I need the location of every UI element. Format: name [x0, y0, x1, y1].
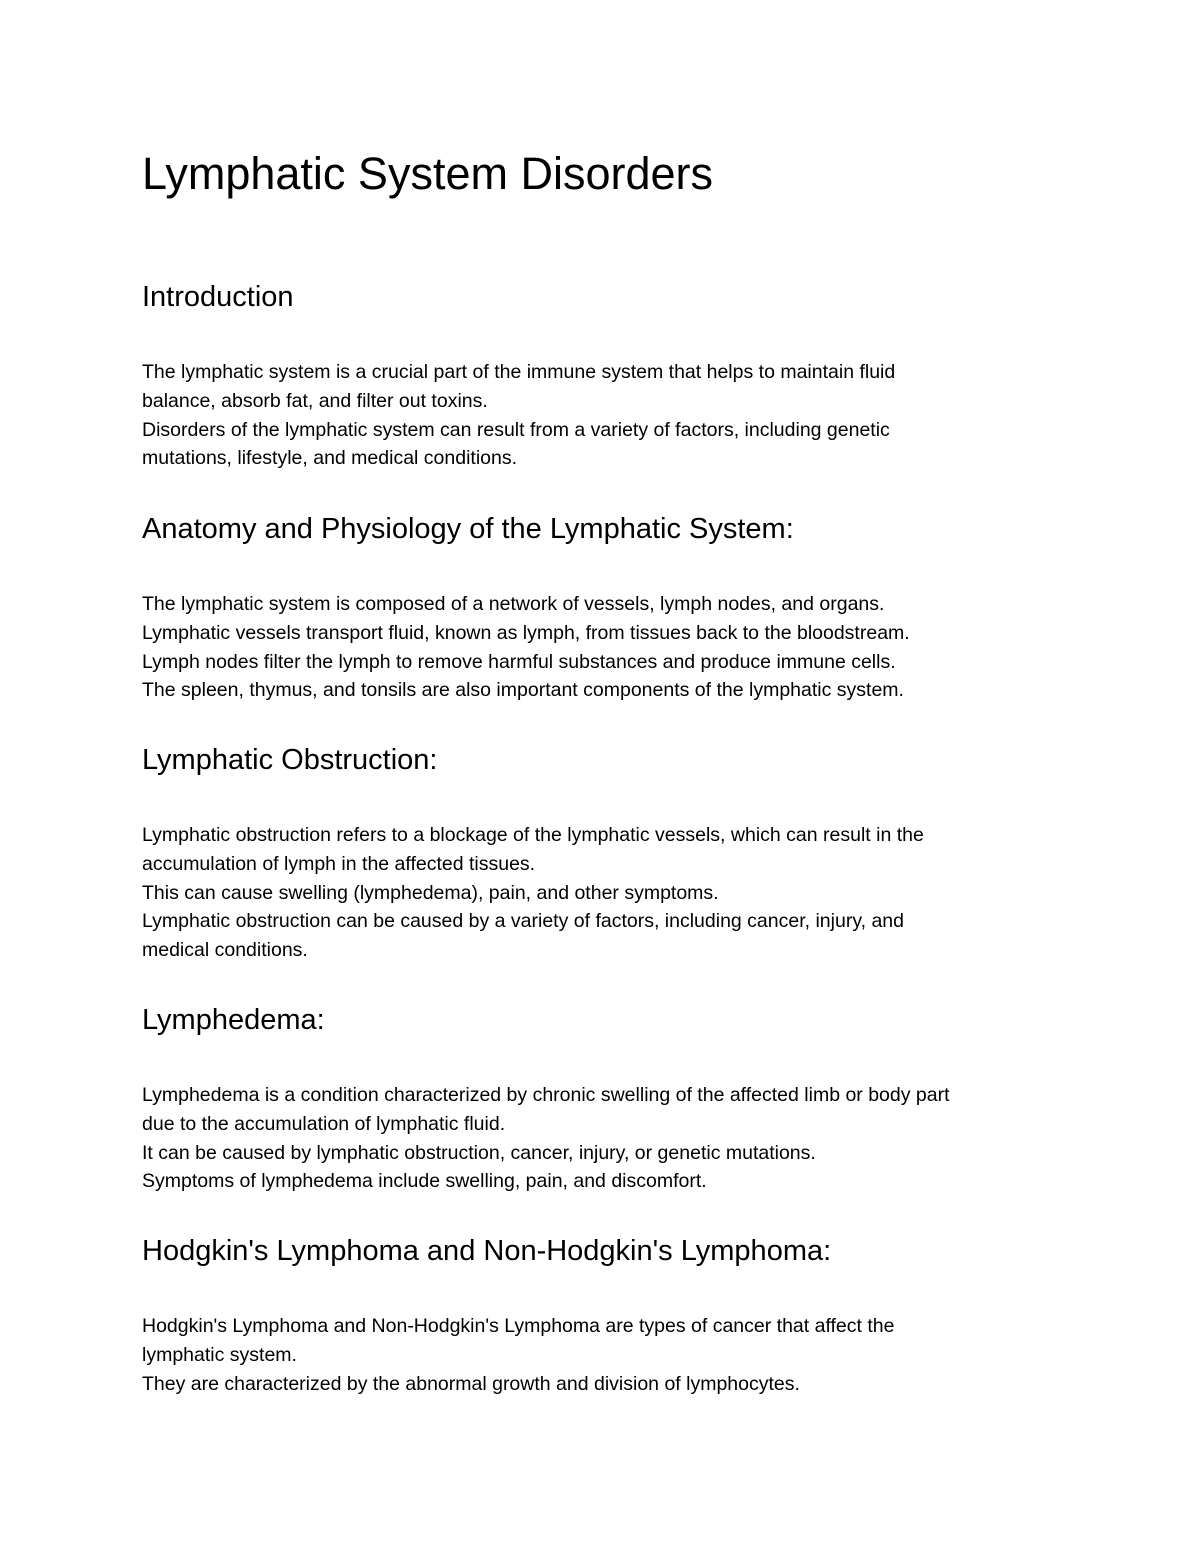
section-heading-lymphedema: Lymphedema: — [142, 1004, 325, 1036]
body-line: accumulation of lymph in the affected tissues. — [142, 852, 536, 875]
body-line: Lymphatic vessels transport fluid, known as lymph, from tissues back to the bloodstream. — [142, 621, 910, 644]
section-heading-introduction: Introduction — [142, 281, 294, 313]
body-line: due to the accumulation of lymphatic fluid. — [142, 1112, 506, 1135]
body-line: Hodgkin's Lymphoma and Non-Hodgkin's Lymphoma are types of cancer that affect the — [142, 1315, 895, 1337]
body-line: It can be caused by lymphatic obstruction, cancer, injury, or genetic mutations. — [142, 1141, 816, 1164]
body-line: The spleen, thymus, and tonsils are also important components of the lymphatic system. — [142, 679, 904, 702]
body-line: Lymphatic obstruction can be caused by a variety of factors, including cancer, injury, and — [142, 910, 904, 933]
section-heading-lymphoma: Hodgkin's Lymphoma and Non-Hodgkin's Lymphoma: — [142, 1235, 832, 1267]
section-body-lymphoma — [142, 1312, 1062, 1398]
body-line: Lymph nodes filter the lymph to remove harmful substances and produce immune cells. — [142, 650, 896, 673]
body-line: lymphatic system. — [142, 1343, 297, 1366]
body-line: This can cause swelling (lymphedema), pain, and other symptoms. — [142, 881, 719, 904]
body-line: The lymphatic system is a crucial part of the immune system that helps to maintain fluid — [142, 361, 896, 383]
body-line: balance, absorb fat, and filter out toxins. — [142, 389, 488, 412]
body-line: Lymphatic obstruction refers to a blockage of the lymphatic vessels, which can result in the — [142, 824, 924, 846]
section-body-lymphatic-obstruction — [142, 821, 1062, 965]
body-line: The lymphatic system is composed of a network of vessels, lymph nodes, and organs. — [142, 593, 885, 615]
body-line: mutations, lifestyle, and medical conditions. — [142, 447, 518, 470]
body-line: medical conditions. — [142, 939, 308, 962]
section-body-introduction — [142, 358, 1062, 473]
document-title: Lymphatic System Disorders — [142, 148, 714, 199]
body-line: Disorders of the lymphatic system can result from a variety of factors, including genetic — [142, 418, 890, 441]
body-line: Lymphedema is a condition characterized by chronic swelling of the affected limb or body part — [142, 1084, 950, 1106]
body-line: They are characterized by the abnormal growth and division of lymphocytes. — [142, 1372, 800, 1395]
section-heading-anatomy-physiology: Anatomy and Physiology of the Lymphatic System: — [142, 513, 794, 545]
body-line: Symptoms of lymphedema include swelling, pain, and discomfort. — [142, 1170, 707, 1193]
section-body-anatomy-physiology — [142, 590, 1062, 705]
section-heading-lymphatic-obstruction: Lymphatic Obstruction: — [142, 744, 438, 776]
section-body-lymphedema — [142, 1081, 1062, 1196]
